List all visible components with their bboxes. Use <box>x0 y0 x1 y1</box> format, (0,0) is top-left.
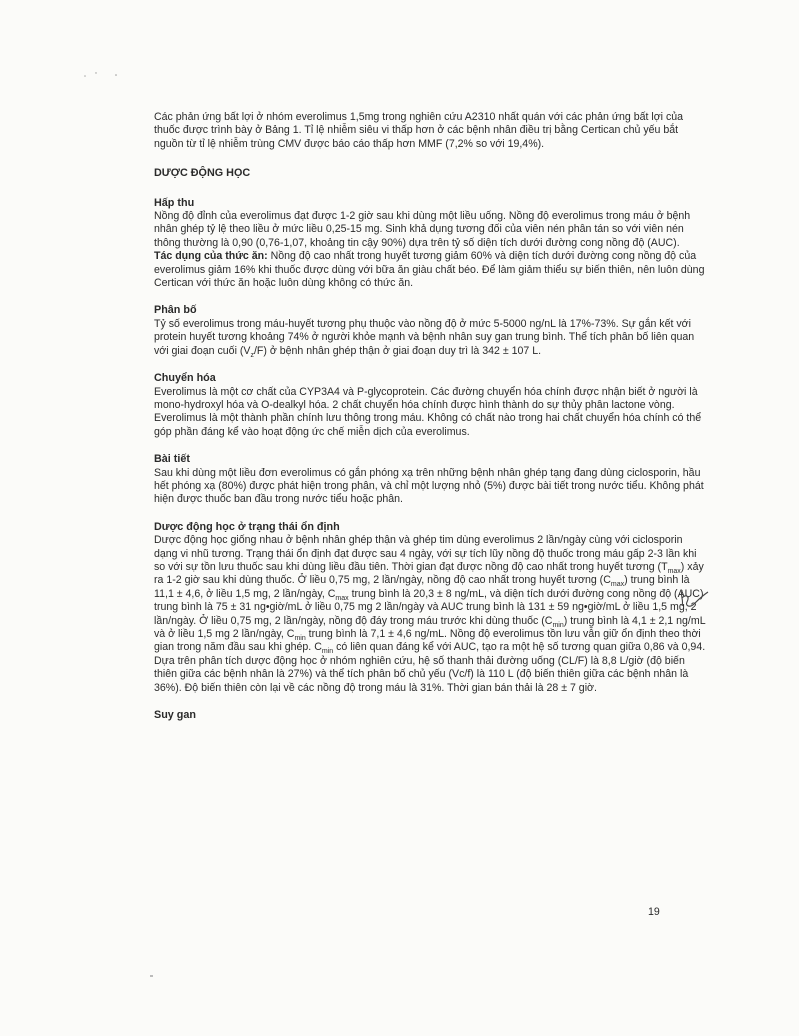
steady-state-heading: Dược động học ở trạng thái ổn định <box>154 520 340 533</box>
page-number: 19 <box>648 906 660 918</box>
distribution-text: Tỷ số everolimus trong máu-huyết tương phụ thuộc vào nồng độ ở mức 5-5000 ng/nL là 17%-73%. Sự gắn kết với protein huyết tương khoảng 74% ở người khỏe mạnh và bệnh nhân suy gan trung bình. Thể tích phân bố liên quan với giai đoạn cuối $(V_z/F)$ ở bệnh nhân ghép thận ở giai đoạn duy trì là 342 ± 107 L. <box>154 317 695 359</box>
scan-speck <box>150 975 153 977</box>
excretion-heading: Bài tiết <box>154 453 190 466</box>
food-effect-label: Tác dụng của thức ăn: <box>154 250 268 263</box>
food-effect-text: Nồng độ cao nhất trong huyết tương giảm 60% và diện tích dưới đường cong nồng độ của everolimus giảm 16% khi thuốc được dùng với bữa ăn giàu chất béo. Để làm giảm thiểu sự biến thiên, nên luôn dùng Certican với thức ăn hoặc luôn dùng không có thức ăn. <box>154 250 705 290</box>
distribution-section <box>154 304 706 358</box>
metabolism-section <box>154 372 706 439</box>
distribution-heading: Phân bố <box>154 304 197 317</box>
excretion-section <box>154 453 706 507</box>
liver-heading: Suy gan <box>154 709 196 722</box>
metabolism-text: Everolimus là một cơ chất của CYP3A4 và P-glycoprotein. Các đường chuyển hóa chính được nhận biết ở người là mono-hydroxyl hóa và O-dealkyl hóa. 2 chất chuyển hóa chính được hình thành do sự thủy phân lactone vòng. Everolimus là một thành phần chính lưu thông trong máu. Không có chất nào trong hai chất chuyển hóa chính có thể góp phần đáng kể vào hoạt động ức chế miễn dịch của everolimus. <box>154 385 702 438</box>
liver-section <box>154 709 706 722</box>
scan-specks <box>82 70 122 80</box>
absorption-heading: Hấp thu <box>154 196 195 209</box>
steady-state-text: Dược động học giống nhau ở bệnh nhân ghép thận và ghép tim dùng everolimus 2 lần/ngày cùng với ciclosporin dạng vi nhũ tương. Trạng thái ổn định đạt được sau 4 ngày, với sự tích lũy nồng độ thuốc trong máu gấp 2-3 lần khi so với sự tồn lưu thuốc sau khi dùng liều đầu tiên. Thời gian đạt được nồng độ cao nhất trong huyết tương $(T_{max})$ xảy ra 1-2 giờ sau khi dùng thuốc. Ở liều 0,75 mg, 2 lần/ngày, nồng độ cao nhất trong huyết tương $(C_{max})$ trung bình là 11,1 ± 4,6, ở liều 1,5 mg, 2 lần/ngày, $C_{max}$ trung bình là 20,3 ± 8 ng/mL, và diện tích dưới đường cong nồng độ (AUC) trung bình là 75 ± 31 ng•giờ/mL ở liều 0,75 mg 2 lần/ngày và AUC trung bình là 131 ± 59 ng•giờ/mL ở liều 1,5 mg, 2 lần/ngày. Ở liều 0,75 mg, 2 lần/ngày, nồng độ đáy trong máu trước khi dùng thuốc $(C_{min})$ trung bình là 4,1 ± 2,1 ng/mL và ở liều 1,5 mg 2 lần/ngày, $C_{min}$ trung bình là 7,1 ± 4,6 ng/mL. Nồng độ everolimus tồn lưu vẫn giữ ổn định theo thời gian trong năm đầu sau khi ghép. $C_{min}$ có liên quan đáng kể với AUC, tạo ra một hệ số tương quan giữa 0,86 và 0,94. Dựa trên phân tích dược động học ở nhóm nghiên cứu, hệ số thanh thải đường uống (CL/F) là 8,8 L/giờ (độ biến thiên giữa các bệnh nhân là 27%) và thể tích phân bố chủ yếu (Vc/f) là 110 L (độ biến thiên giữa các bệnh nhân là 36%). Độ biến thiên còn lại về các nồng độ trong máu là 31%. Thời gian bán thải là 28 ± 7 giờ. <box>154 534 706 694</box>
food-effect-paragraph <box>154 250 706 290</box>
intro-paragraph: Các phản ứng bất lợi ở nhóm everolimus 1,5mg trong nghiên cứu A2310 nhất quán với các phản ứng bất lợi của thuốc được trình bày ở Bảng 1. Tỉ lệ nhiễm siêu vi thấp hơn ở các bệnh nhân điều trị bằng Certican chủ yếu bắt nguồn từ tỉ lệ nhiễm trùng CMV được báo cáo thấp hơn MMF (7,2% so với 19,4%). <box>154 111 684 150</box>
steady-state-section <box>154 521 706 695</box>
section-title: DƯỢC ĐỘNG HỌC <box>154 167 251 180</box>
metabolism-heading: Chuyển hóa <box>154 372 216 385</box>
absorption-text: Nồng độ đỉnh của everolimus đạt được 1-2 giờ sau khi dùng một liều uống. Nồng độ everolimus trong máu ở bệnh nhân ghép tỷ lệ theo liều ở mức liều 0,25-15 mg. Sinh khả dụng tương đối của viên nén phân tán so với viên nén thông thường là 0,90 (0,76-1,07, khoảng tin cậy 90%) dựa trên tỷ số diện tích dưới đường cong nồng độ (AUC). <box>154 210 691 249</box>
excretion-text: Sau khi dùng một liều đơn everolimus có gắn phóng xạ trên những bệnh nhân ghép tạng đang dùng ciclosporin, hầu hết phóng xạ (80%) được phát hiện trong phân, và chỉ một lượng nhỏ (5%) được bài tiết trong nước tiểu. Không phát hiện được thuốc ban đầu trong nước tiểu hoặc phân. <box>154 466 704 506</box>
handwritten-initials <box>674 586 710 612</box>
absorption-section <box>154 197 706 291</box>
document-page <box>154 111 706 722</box>
